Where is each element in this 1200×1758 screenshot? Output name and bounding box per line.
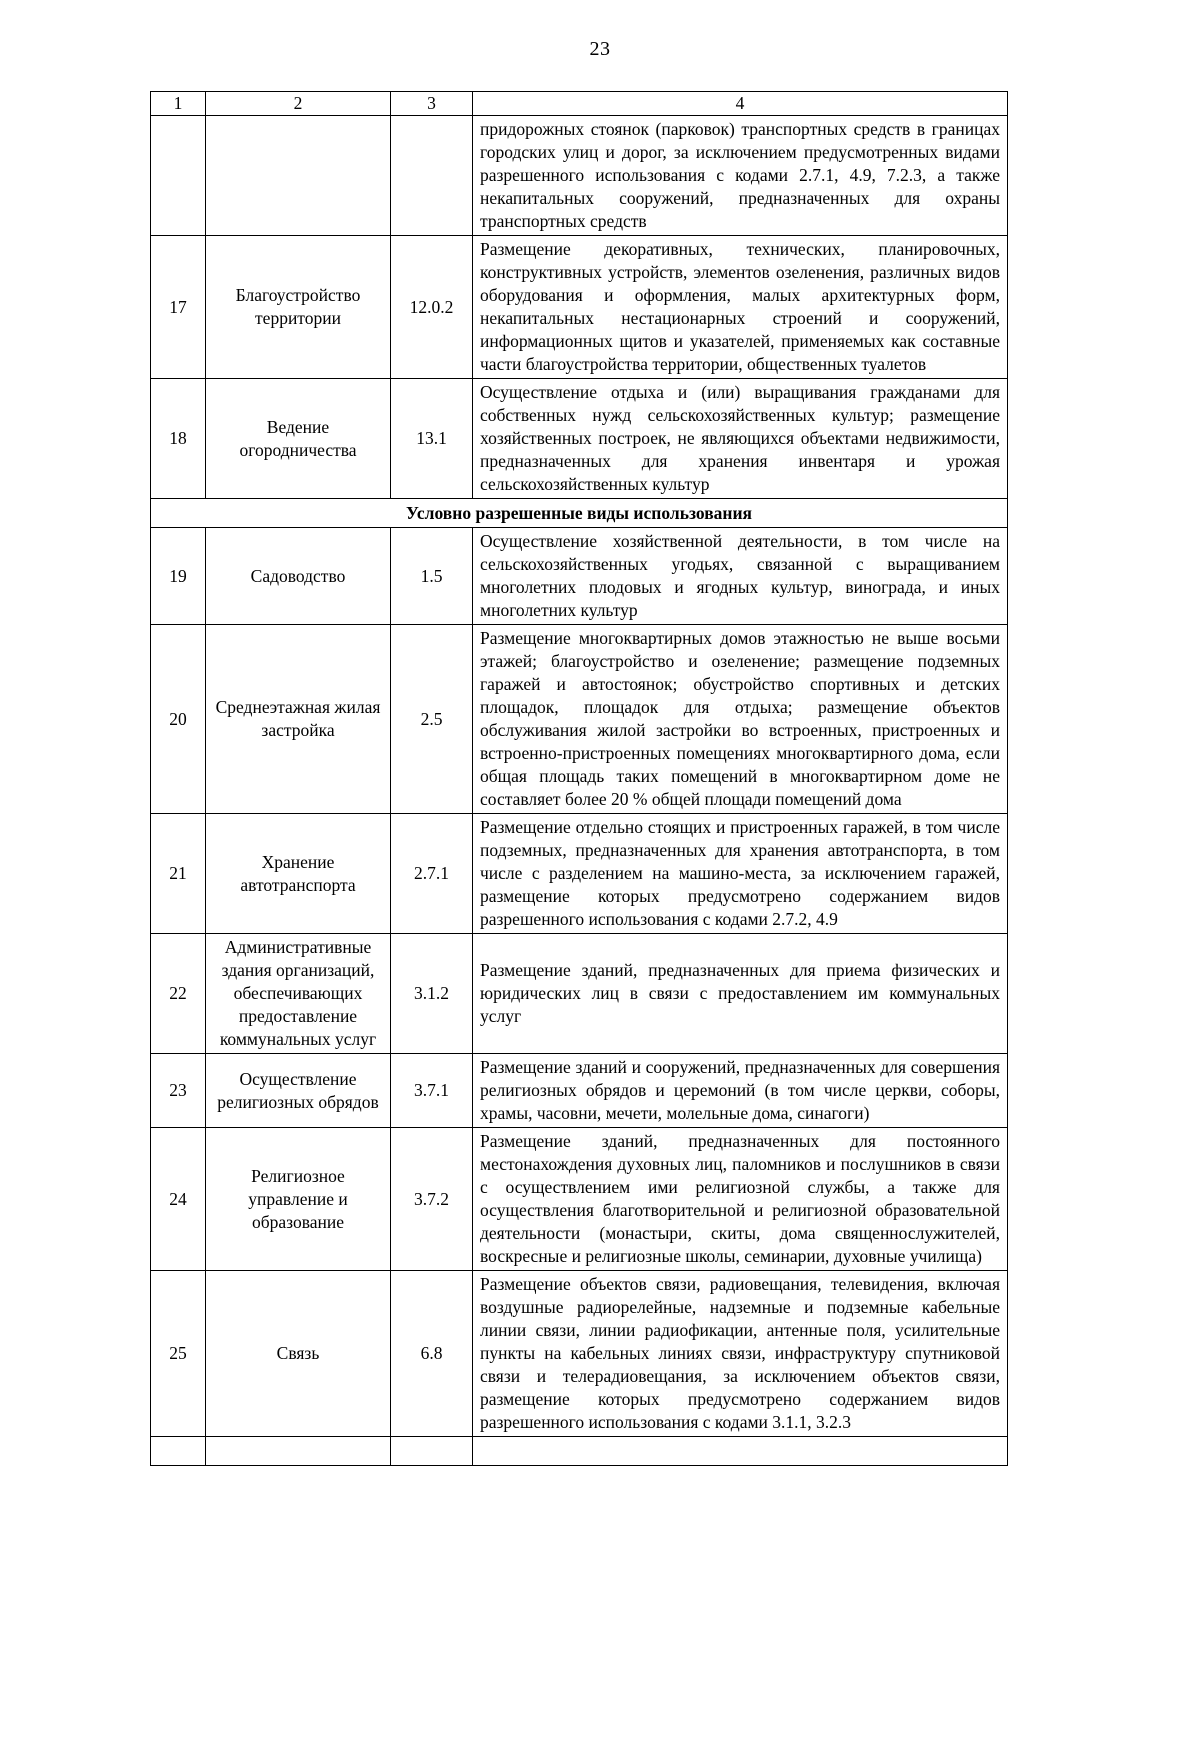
- cell-name: [206, 1437, 391, 1466]
- table-row-24: [151, 1128, 1008, 1271]
- cell-row-num: 23: [151, 1054, 206, 1128]
- column-header-4: 4: [473, 92, 1008, 116]
- cell-row-num: [151, 116, 206, 236]
- table-row-22: [151, 934, 1008, 1054]
- column-header-1: 1: [151, 92, 206, 116]
- cell-row-num: 17: [151, 236, 206, 379]
- cell-description: Осуществление хозяйственной деятельности, в том числе на сельскохозяйственных угодьях, связанной с выращиванием многолетних плодовых и ягодных культур, винограда, и иных многолетних культур: [473, 528, 1008, 625]
- cell-code: 2.5: [391, 625, 473, 814]
- cell-description: Размещение многоквартирных домов этажностью не выше восьми этажей; благоустройство и озеленение; размещение подземных гаражей и автостоянок; обустройство спортивных и детских площадок, площадок для отдыха; размещение объектов обслуживания жилой застройки во встроенных, пристроенных и встроенно-пристроенных помещениях многоквартирного дома, если общая площадь таких помещений в многоквартирном доме не составляет более 20 % общей площади помещений дома: [473, 625, 1008, 814]
- cell-description: Размещение декоративных, технических, планировочных, конструктивных устройств, элементов озеленения, различных видов оборудования и оформления, малых архитектурных форм, некапитальных нестационарных строений и сооружений, информационных щитов и указателей, применяемых как составные части благоустройства территории, общественных туалетов: [473, 236, 1008, 379]
- cell-name: Ведение огородничества: [206, 379, 391, 499]
- cell-name: Административные здания организаций, обеспечивающих предоставление коммунальных услуг: [206, 934, 391, 1054]
- cell-name: Садоводство: [206, 528, 391, 625]
- cell-name: Хранение автотранспорта: [206, 814, 391, 934]
- cell-code: 1.5: [391, 528, 473, 625]
- cell-description: Размещение отдельно стоящих и пристроенных гаражей, в том числе подземных, предназначенных для хранения автотранспорта, в том числе с разделением на машино-места, за исключением гаражей, размещение которых предусмотрено содержанием видов разрешенного использования с кодами 2.7.2, 4.9: [473, 814, 1008, 934]
- table-row-continuation: [151, 116, 1008, 236]
- cell-row-num: 19: [151, 528, 206, 625]
- cell-code: [391, 1437, 473, 1466]
- cell-description: Осуществление отдыха и (или) выращивания гражданами для собственных нужд сельскохозяйственных культур; размещение хозяйственных построек, не являющихся объектами недвижимости, предназначенных для хранения инвентаря и урожая сельскохозяйственных культур: [473, 379, 1008, 499]
- page-number: 23: [589, 38, 611, 60]
- column-header-3: 3: [391, 92, 473, 116]
- cell-code: 3.1.2: [391, 934, 473, 1054]
- cell-row-num: 18: [151, 379, 206, 499]
- cell-description: Размещение зданий, предназначенных для постоянного местонахождения духовных лиц, паломников и послушников в связи с осуществлением ими религиозной службы, а также для осуществления благотворительной и религиозной образовательной деятельности (монастыри, скиты, дома священнослужителей, воскресные и религиозные школы, семинарии, духовные училища): [473, 1128, 1008, 1271]
- section-header-row: [151, 499, 1008, 528]
- cell-name: [206, 116, 391, 236]
- table-row-17: [151, 236, 1008, 379]
- cell-code: 2.7.1: [391, 814, 473, 934]
- cell-name: Благоустройство территории: [206, 236, 391, 379]
- cell-code: 3.7.1: [391, 1054, 473, 1128]
- cell-description: Размещение объектов связи, радиовещания, телевидения, включая воздушные радиорелейные, надземные и подземные кабельные линии связи, линии радиофикации, антенные поля, усилительные пункты на кабельных линиях связи, инфраструктуру спутниковой связи и телерадиовещания, за исключением объектов связи, размещение которых предусмотрено содержанием видов разрешенного использования с кодами 3.1.1, 3.2.3: [473, 1271, 1008, 1437]
- cell-row-num: 20: [151, 625, 206, 814]
- cell-name: Осуществление религиозных обрядов: [206, 1054, 391, 1128]
- table-row-23: [151, 1054, 1008, 1128]
- cell-description: Размещение зданий и сооружений, предназначенных для совершения религиозных обрядов и церемоний (в том числе церкви, соборы, храмы, часовни, мечети, молельные дома, синагоги): [473, 1054, 1008, 1128]
- land-use-table: [150, 91, 1008, 1466]
- cell-name: Среднеэтажная жилая застройка: [206, 625, 391, 814]
- table-row-25: [151, 1271, 1008, 1437]
- cell-row-num: 22: [151, 934, 206, 1054]
- cell-code: 13.1: [391, 379, 473, 499]
- table-row-19: [151, 528, 1008, 625]
- section-header: Условно разрешенные виды использования: [151, 499, 1008, 528]
- cell-code: 3.7.2: [391, 1128, 473, 1271]
- cell-row-num: 24: [151, 1128, 206, 1271]
- cell-description: [473, 1437, 1008, 1466]
- column-header-2: 2: [206, 92, 391, 116]
- table-row-21: [151, 814, 1008, 934]
- table-row-18: [151, 379, 1008, 499]
- cell-name: Связь: [206, 1271, 391, 1437]
- cell-row-num: [151, 1437, 206, 1466]
- table-row-20: [151, 625, 1008, 814]
- cell-code: [391, 116, 473, 236]
- cell-code: 12.0.2: [391, 236, 473, 379]
- table-header-row: [151, 92, 1008, 116]
- cell-code: 6.8: [391, 1271, 473, 1437]
- cell-row-num: 21: [151, 814, 206, 934]
- cell-description: придорожных стоянок (парковок) транспортных средств в границах городских улиц и дорог, за исключением предусмотренных видами разрешенного использования с кодами 2.7.1, 4.9, 7.2.3, а также некапитальных сооружений, предназначенных для охраны транспортных средств: [473, 116, 1008, 236]
- cell-description: Размещение зданий, предназначенных для приема физических и юридических лиц в связи с предоставлением им коммунальных услуг: [473, 934, 1008, 1054]
- cell-name: Религиозное управление и образование: [206, 1128, 391, 1271]
- table-row-empty: [151, 1437, 1008, 1466]
- cell-row-num: 25: [151, 1271, 206, 1437]
